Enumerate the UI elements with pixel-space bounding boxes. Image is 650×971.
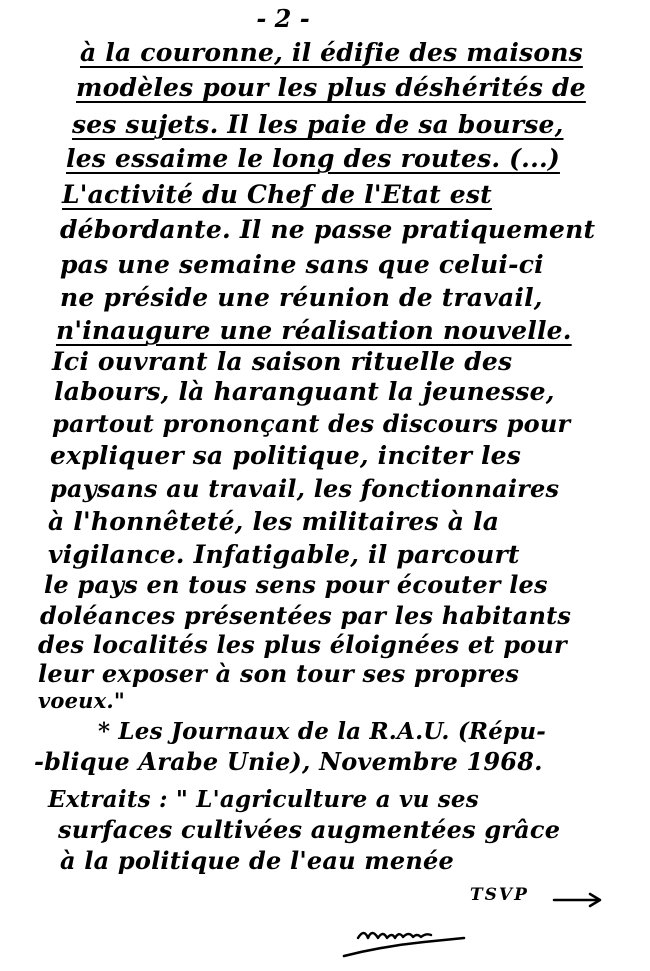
text-line: des localités les plus éloignées et pour [38,630,567,659]
text-line: L'activité du Chef de l'Etat est [62,180,492,209]
text-line: n'inaugure une réalisation nouvelle. [56,316,572,345]
text-line: paysans au travail, les fonctionnaires [50,474,560,503]
text-line: ses sujets. Il les paie de sa bourse, [72,110,564,139]
text-line: vigilance. Infatigable, il parcourt [48,540,520,569]
text-line: débordante. Il ne passe pratiquement [60,215,596,244]
text-line: modèles pour les plus déshérités de [76,73,586,102]
text-line: les essaime le long des routes. (...) [66,144,560,173]
text-line: expliquer sa politique, inciter les [50,441,522,470]
text-line: voeux." [38,688,126,713]
signature-mark [340,918,470,962]
text-line: surfaces cultivées augmentées grâce [58,815,561,844]
text-line: pas une semaine sans que celui-ci [60,250,544,279]
text-line: Ici ouvrant la saison rituelle des [52,347,513,376]
text-line: ne préside une réunion de travail, [60,283,543,312]
text-line: le pays en tous sens pour écouter les [44,570,548,599]
tsvp-note: TSVP [470,885,529,905]
text-line: à l'honnêteté, les militaires à la [48,507,500,536]
text-line: doléances présentées par les habitants [40,601,572,630]
text-line: à la politique de l'eau menée [60,846,454,875]
text-line: partout prononçant des discours pour [52,409,571,438]
text-line: leur exposer à son tour ses propres [38,659,520,688]
footnote-line: * Les Journaux de la R.A.U. (Répu- [98,718,547,745]
arrow-right-icon [552,892,604,908]
page-number: - 2 - [256,4,310,33]
text-line: Extraits : " L'agriculture a vu ses [48,786,479,813]
text-line: à la couronne, il édifie des maisons [80,38,583,67]
text-line: labours, là haranguant la jeunesse, [54,377,555,406]
footnote-line: -blique Arabe Unie), Novembre 1968. [34,747,543,776]
